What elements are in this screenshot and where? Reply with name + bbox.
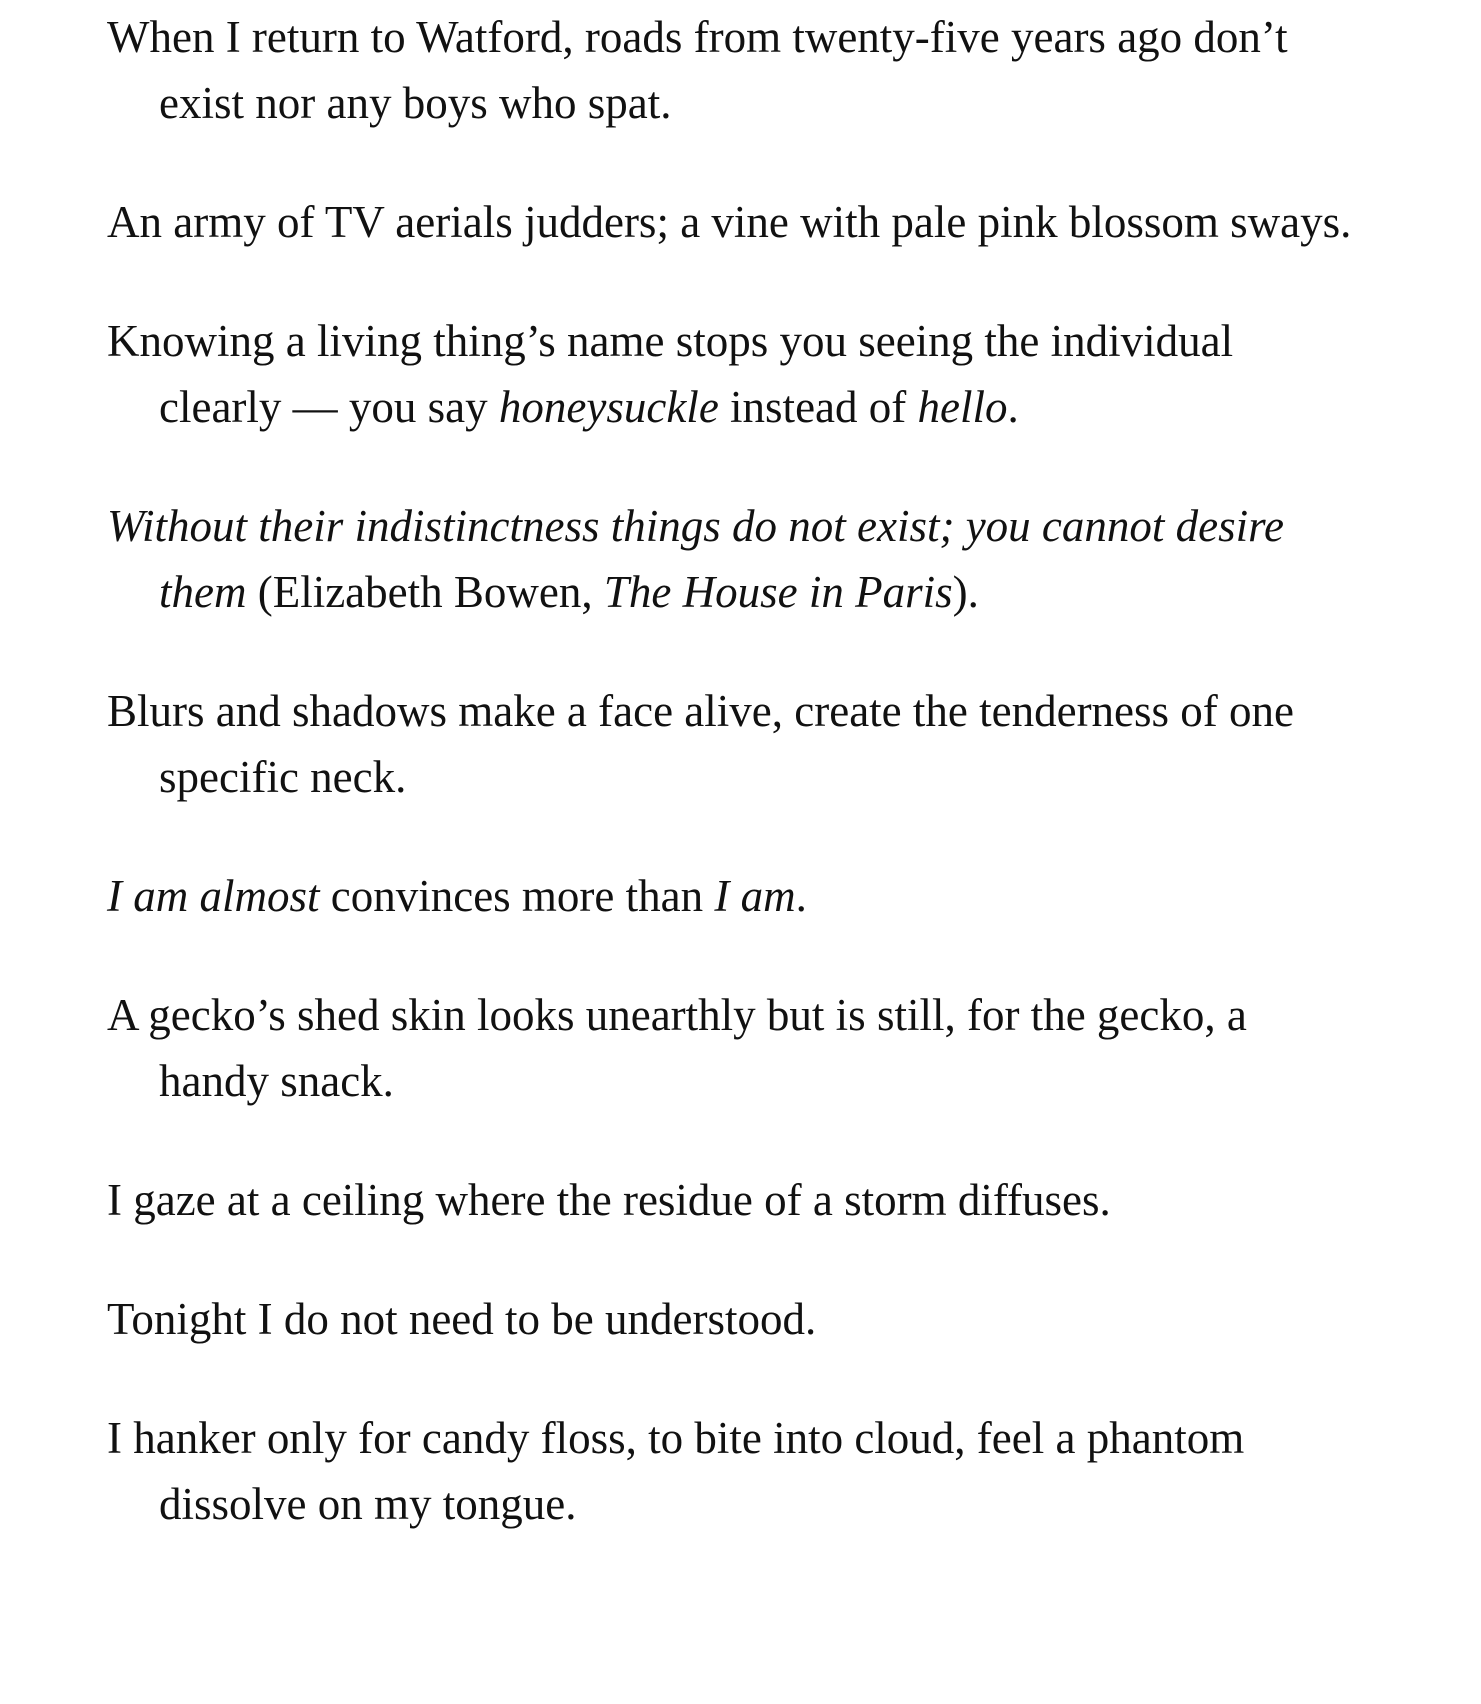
stanza-text: Knowing a living thing’s name stops you seeing the individual clearly — you say bbox=[107, 316, 1234, 432]
stanza-italic-text: The House in Paris bbox=[603, 567, 953, 617]
stanza-text: instead of bbox=[718, 382, 918, 432]
stanza-italic-text: Without their indistinctness things do not exist; you cannot desire them bbox=[107, 501, 1284, 617]
stanza-italic-text: I am almost bbox=[107, 871, 320, 921]
stanza-text: ). bbox=[952, 567, 979, 617]
stanza-3 bbox=[107, 308, 1357, 440]
stanza-text: Blurs and shadows make a face alive, create the tenderness of one specific neck. bbox=[107, 686, 1295, 802]
stanza-10 bbox=[107, 1405, 1357, 1537]
stanza-italic-text: hello bbox=[917, 382, 1008, 432]
stanza-text: (Elizabeth Bowen, bbox=[246, 567, 604, 617]
stanza-8 bbox=[107, 1167, 1357, 1233]
stanza-text: When I return to Watford, roads from twenty-five years ago don’t exist nor any boys who spat. bbox=[107, 12, 1288, 128]
stanza-9 bbox=[107, 1286, 1357, 1352]
stanza-text: I hanker only for candy floss, to bite into cloud, feel a phantom dissolve on my tongue. bbox=[107, 1413, 1245, 1529]
stanza-text: . bbox=[795, 871, 807, 921]
stanza-2 bbox=[107, 189, 1357, 255]
stanza-text: I gaze at a ceiling where the residue of a storm diffuses. bbox=[107, 1175, 1111, 1225]
poem-body bbox=[107, 4, 1357, 1590]
stanza-text: Tonight I do not need to be understood. bbox=[107, 1294, 817, 1344]
stanza-6 bbox=[107, 863, 1357, 929]
stanza-text: . bbox=[1007, 382, 1019, 432]
stanza-1 bbox=[107, 4, 1357, 136]
stanza-text: A gecko’s shed skin looks unearthly but is still, for the gecko, a handy snack. bbox=[107, 990, 1247, 1106]
stanza-7 bbox=[107, 982, 1357, 1114]
stanza-5 bbox=[107, 678, 1357, 810]
stanza-italic-text: I am bbox=[714, 871, 796, 921]
stanza-text: An army of TV aerials judders; a vine with pale pink blossom sways. bbox=[107, 197, 1352, 247]
stanza-4 bbox=[107, 493, 1357, 625]
stanza-italic-text: honeysuckle bbox=[498, 382, 719, 432]
stanza-text: convinces more than bbox=[319, 871, 715, 921]
